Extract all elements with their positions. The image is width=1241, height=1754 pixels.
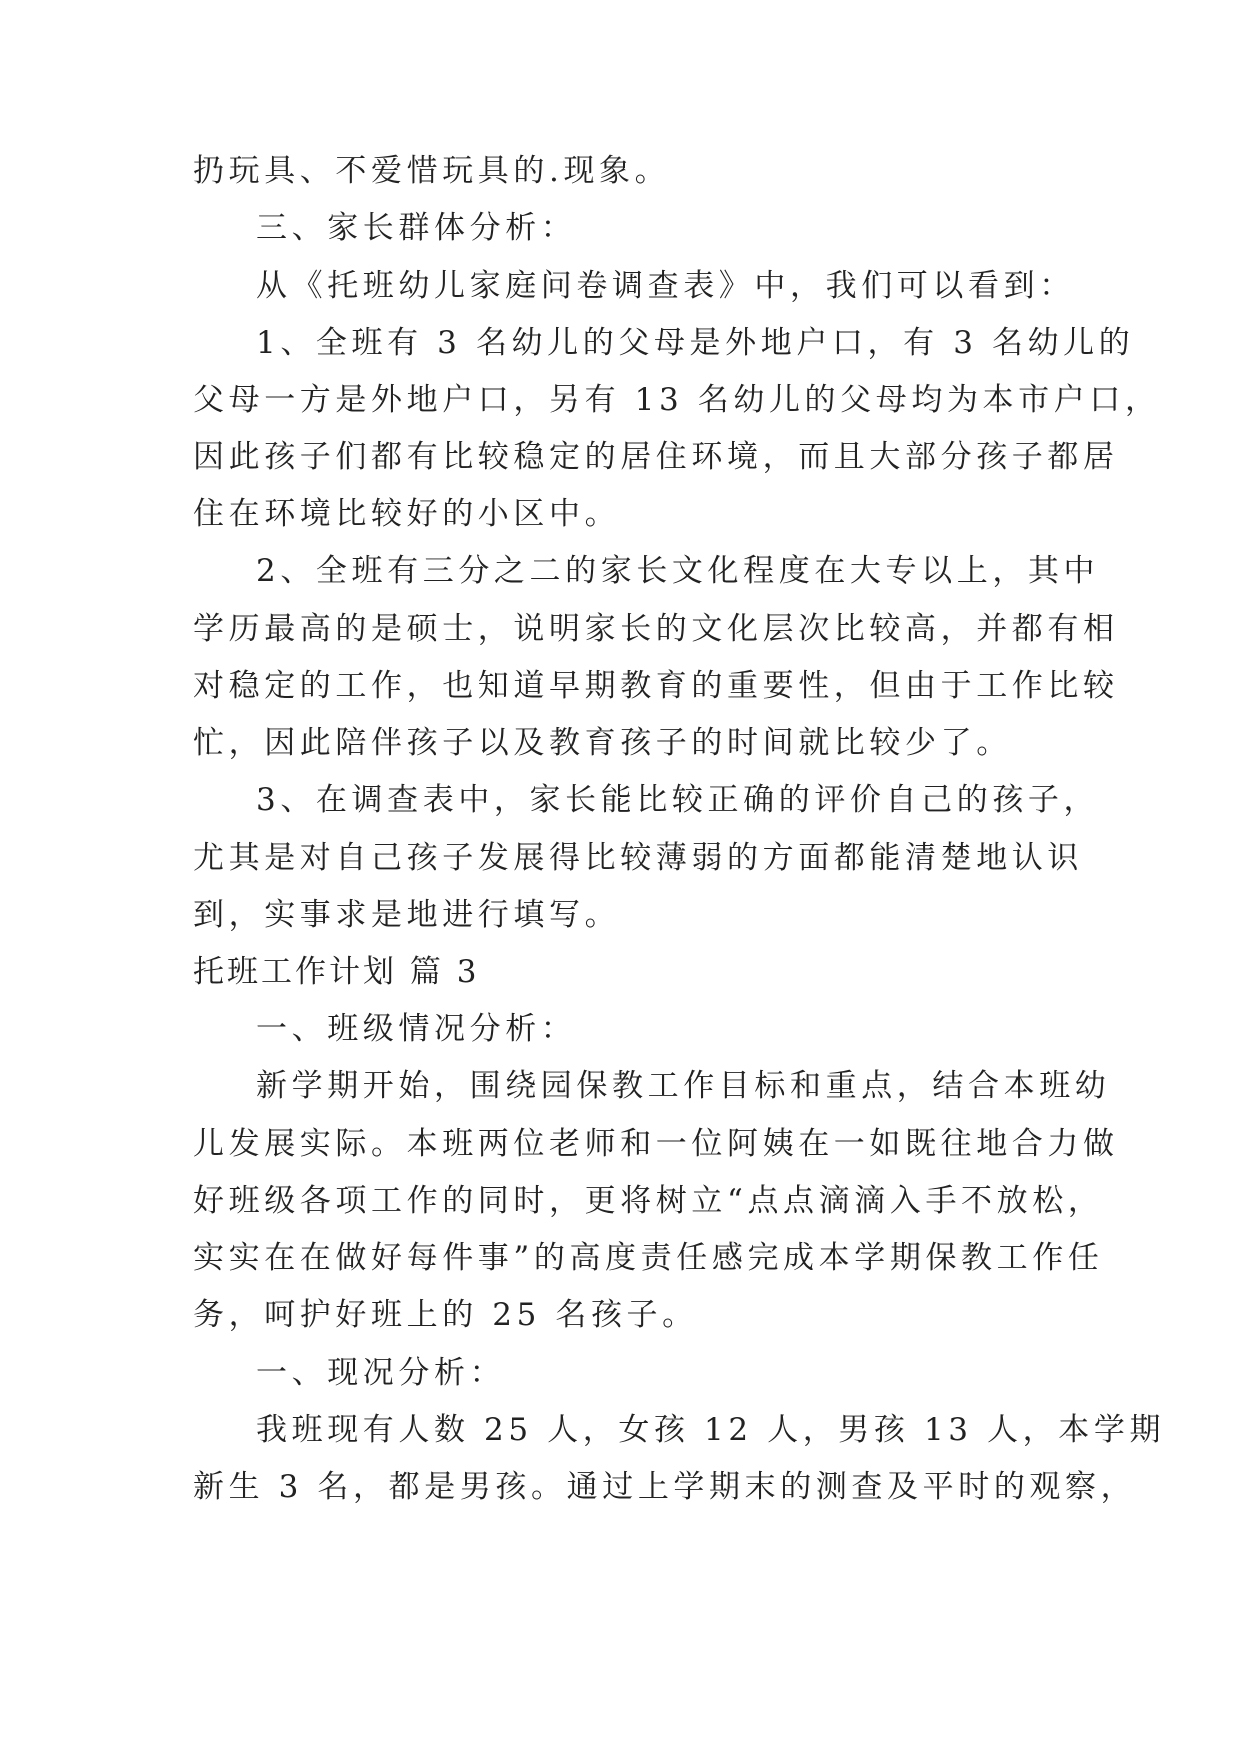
text-line: 实实在在做好每件事”的高度责任感完成本学期保教工作任 (193, 1240, 1104, 1276)
text-line: 从《托班幼儿家庭问卷调查表》中，我们可以看到： (256, 268, 1075, 304)
text-line: 新学期开始，围绕园保教工作目标和重点，结合本班幼 (256, 1068, 1111, 1104)
text-line: 务，呵护好班上的 25 名孩子。 (193, 1297, 698, 1333)
text-line: 忙，因此陪伴孩子以及教育孩子的时间就比较少了。 (193, 725, 1012, 761)
section-heading: 三、家长群体分析： (256, 210, 577, 246)
text-line: 好班级各项工作的同时，更将树立“点点滴滴入手不放松， (193, 1183, 1104, 1219)
text-line: 儿发展实际。本班两位老师和一位阿姨在一如既往地合力做 (193, 1126, 1119, 1162)
section-heading: 一、班级情况分析： (256, 1011, 577, 1047)
text-line: 父母一方是外地户口，另有 13 名幼儿的父母均为本市户口， (193, 382, 1161, 418)
text-line: 学历最高的是硕士，说明家长的文化层次比较高，并都有相 (193, 611, 1119, 647)
section-heading: 一、现况分析： (256, 1355, 506, 1391)
document-heading: 托班工作计划 篇 3 (193, 954, 480, 990)
text-line: 尤其是对自己孩子发展得比较薄弱的方面都能清楚地认识 (193, 840, 1083, 876)
text-line: 3、在调查表中，家长能比较正确的评价自己的孩子， (256, 782, 1100, 818)
text-line: 住在环境比较好的小区中。 (193, 496, 621, 532)
text-line: 我班现有人数 25 人，女孩 12 人，男孩 13 人，本学期 (256, 1412, 1166, 1448)
text-line: 对稳定的工作，也知道早期教育的重要性，但由于工作比较 (193, 668, 1119, 704)
text-line: 2、全班有三分之二的家长文化程度在大专以上，其中 (256, 553, 1100, 589)
text-line: 扔玩具、不爱惜玩具的.现象。 (193, 153, 671, 189)
text-line: 因此孩子们都有比较稳定的居住环境，而且大部分孩子都居 (193, 439, 1119, 475)
text-line: 新生 3 名，都是男孩。通过上学期末的测查及平时的观察， (193, 1469, 1137, 1505)
text-line: 1、全班有 3 名幼儿的父母是外地户口，有 3 名幼儿的 (256, 325, 1135, 361)
text-line: 到，实事求是地进行填写。 (193, 897, 621, 933)
